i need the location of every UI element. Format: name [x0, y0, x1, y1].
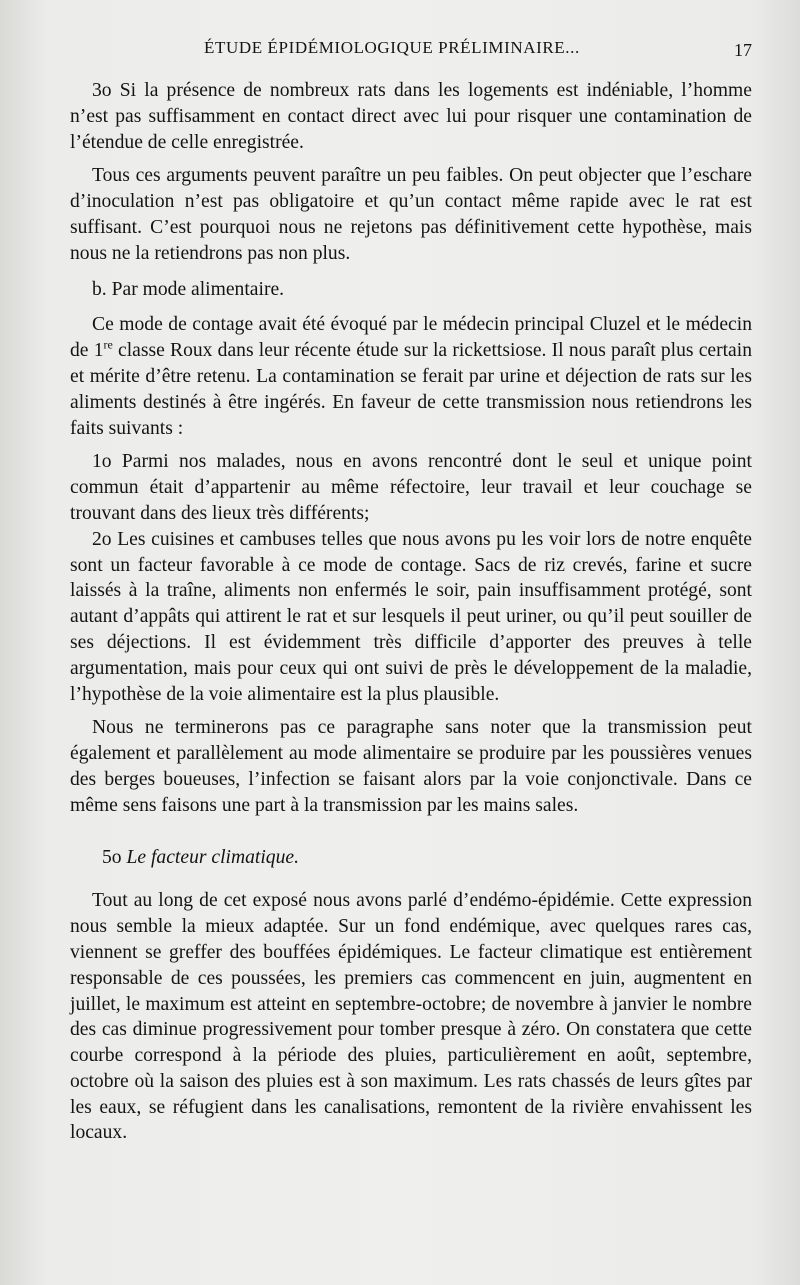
- running-title: ÉTUDE ÉPIDÉMIOLOGIQUE PRÉLIMINAIRE...: [204, 38, 580, 57]
- section-heading: [70, 845, 752, 871]
- paragraph-arguments: Tous ces arguments peuvent paraître un peu faibles. On peut objecter que l’eschare d’inoculation n’est pas obligatoire et qu’un contact même rapide avec le rat est suffisant. C’est pourquoi nous ne rejetons pas définitivement cette hypothèse, mais nous ne la retiendrons pas non plus.: [70, 165, 752, 264]
- section-title: Le facteur climatique.: [126, 846, 299, 868]
- paragraph-mode-contage-text-a: Ce mode de contage avait été évoqué par le médecin principal Cluzel et le médecin de 1: [70, 314, 752, 362]
- paragraph-mode-contage: [70, 312, 752, 441]
- paragraph-point-3: 3o Si la présence de nombreux rats dans les logements est indéniable, l’homme n’est pas suffisamment en contact direct avec lui pour risquer une contamination de l’étendue de celle enregistrée.: [70, 80, 752, 153]
- paragraph-fact-1: 1o Parmi nos malades, nous en avons rencontré dont le seul et unique point commun était d’appartenir au même réfectoire, leur travail et leur couchage se trouvant dans des lieux très différents;: [70, 451, 752, 524]
- page-number: 17: [734, 40, 752, 60]
- running-header: [70, 38, 752, 74]
- paragraph-mode-contage-text-b: classe Roux dans leur récente étude sur la rickettsiose. Il nous paraît plus certain et mérite d’être retenu. La contamination se ferait par urine et déjection de rats sur les aliments destinés à être ingérés. En faveur de cette transmission nous retiendrons les faits suivants :: [70, 340, 752, 439]
- paragraph-fact-2: 2o Les cuisines et cambuses telles que nous avons pu les voir lors de notre enquête sont un facteur favorable à ce mode de contage. Sacs de riz crevés, farine et sucre laissés à la traîne, aliments non enfermés le soir, pain insuffisamment protégé, sont autant d’appâts qui attirent le rat et sur lesquels il peut uriner, ou qu’il peut souiller de ses déjections. Il est évidemment très difficile d’apporter des preuves à telle argumentation, mais pour ceux qui ont suivi de près le développement de la maladie, l’hypothèse de la voie alimentaire est la plus plausible.: [70, 528, 752, 705]
- superscript-re: re: [103, 337, 113, 352]
- subheading-mode-alimentaire: b. Par mode alimentaire.: [92, 278, 285, 300]
- section-number: 5o: [102, 846, 122, 868]
- paragraph-transmission: Nous ne terminerons pas ce paragraphe sans noter que la transmission peut également et parallèlement au mode alimentaire se produire par les poussières venues des berges boueuses, l’infection se faisant alors par la voie conjonctivale. Dans ce même sens faisons une part à la transmission par les mains sales.: [70, 717, 752, 816]
- paragraph-climate: Tout au long de cet exposé nous avons parlé d’endémo-épidémie. Cette expression nous semble la mieux adaptée. Sur un fond endémique, avec quelques rares cas, viennent se greffer des bouffées épidémiques. Le facteur climatique est entièrement responsable de ces poussées, les premiers cas commencent en juin, augmentent en juillet, le maximum est atteint en septembre-octobre; de novembre à janvier le nombre des cas diminue progressivement pour tomber presque à zéro. On constatera que cette courbe correspond à la période des pluies, particulièrement en août, septembre, octobre où la saison des pluies est à son maximum. Les rats chassés de leurs gîtes par les eaux, se réfugient dans les canalisations, remontent de la rivière envahissent les locaux.: [70, 890, 752, 1144]
